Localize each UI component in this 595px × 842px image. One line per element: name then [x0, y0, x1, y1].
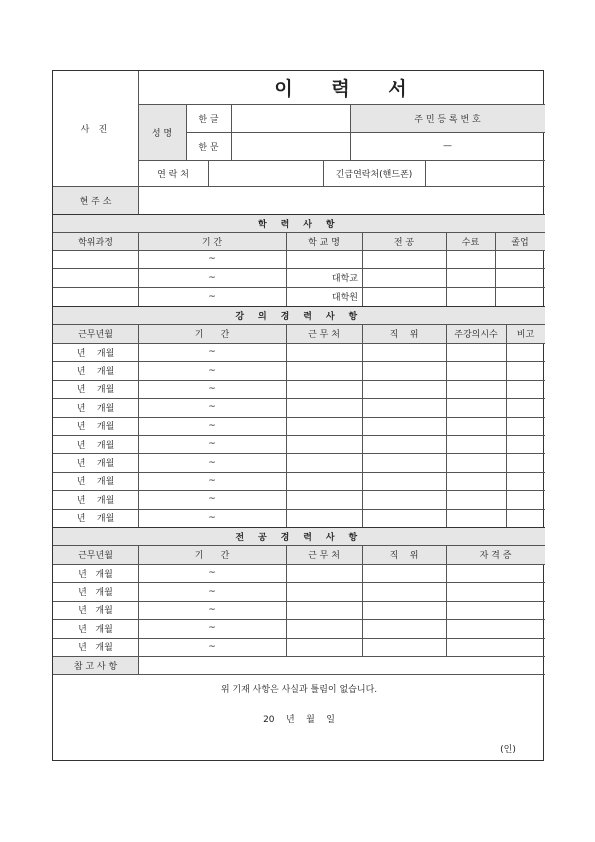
lecture-row-period[interactable]: ~: [208, 402, 216, 413]
lecture-section-title: 강 의 경 력 사 항: [235, 311, 363, 322]
education-section-title: 학 력 사 항: [258, 219, 340, 230]
address-label: 현 주 소: [79, 196, 112, 207]
address-field[interactable]: [138, 186, 545, 214]
edu-row-school[interactable]: 대학원: [331, 293, 358, 303]
major-row-period[interactable]: ~: [208, 568, 216, 579]
lecture-row-months[interactable]: 년 개월: [76, 495, 115, 506]
maj-header-period: 기 간: [194, 551, 230, 561]
lec-header-period: 기 간: [194, 330, 230, 340]
lec-header-remarks: 비고: [516, 330, 535, 340]
lecture-row-period[interactable]: ~: [208, 512, 216, 523]
major-row-period[interactable]: ~: [208, 641, 216, 652]
page-title: 이 력 서: [274, 78, 409, 100]
lecture-row-months[interactable]: 년 개월: [76, 440, 115, 451]
lec-header-months: 근무년월: [78, 330, 113, 340]
hanja-name-field[interactable]: [231, 132, 350, 160]
reference-field[interactable]: [138, 656, 545, 674]
edu-row-period[interactable]: ~: [208, 272, 216, 283]
date-line[interactable]: 20 년 월 일: [263, 714, 335, 725]
lecture-row-period[interactable]: ~: [208, 457, 216, 468]
maj-header-months: 근무년월: [78, 551, 113, 561]
edu-row-school[interactable]: 대학교: [331, 274, 358, 284]
lecture-row-months[interactable]: 년 개월: [76, 477, 115, 488]
major-row-months[interactable]: 년 개월: [78, 624, 113, 635]
photo-box[interactable]: 사 진: [80, 125, 111, 135]
lec-header-position: 직 위: [389, 330, 419, 340]
lecture-row-period[interactable]: ~: [208, 475, 216, 486]
name-label: 성 명: [151, 128, 173, 139]
contact-label: 연 락 처: [157, 169, 189, 180]
contact-field[interactable]: [208, 160, 323, 186]
lec-header-workplace: 근 무 처: [308, 330, 340, 340]
lecture-row-period[interactable]: ~: [208, 347, 216, 358]
edu-row-period[interactable]: ~: [208, 291, 216, 302]
major-row-months[interactable]: 년 개월: [78, 569, 113, 580]
emergency-contact-label: 긴급연락처(핸드폰): [335, 169, 413, 180]
hangul-label: 한 글: [198, 114, 219, 125]
lecture-row-period[interactable]: ~: [208, 365, 216, 376]
maj-header-workplace: 근 무 처: [308, 551, 340, 561]
lecture-row-months[interactable]: 년 개월: [76, 367, 115, 378]
major-row-months[interactable]: 년 개월: [78, 588, 113, 599]
edu-header-period: 기 간: [201, 237, 223, 248]
lecture-row-months[interactable]: 년 개월: [76, 403, 115, 414]
edu-header-completion: 수료: [461, 237, 480, 248]
maj-header-license: 자 격 증: [479, 551, 512, 561]
resident-no-field[interactable]: —: [443, 141, 452, 151]
edu-header-graduation: 졸업: [511, 237, 529, 248]
declaration-text: 위 기재 사항은 사실과 틀림이 없습니다.: [220, 684, 378, 695]
major-row-months[interactable]: 년 개월: [78, 643, 113, 654]
lec-header-hours: 주강의시수: [454, 330, 498, 340]
edu-row-school[interactable]: [286, 250, 362, 268]
major-row-period[interactable]: ~: [208, 623, 216, 634]
edu-row-period[interactable]: ~: [208, 254, 216, 264]
seal-mark: (인): [500, 744, 516, 755]
resume-form: [52, 70, 544, 761]
edu-header-degree: 학위과정: [78, 237, 113, 248]
edu-header-school: 학 교 명: [308, 237, 340, 248]
hanja-label: 한 문: [198, 142, 219, 153]
lecture-row-period[interactable]: ~: [208, 420, 216, 431]
emergency-contact-field[interactable]: [425, 160, 545, 186]
major-row-period[interactable]: ~: [208, 586, 216, 597]
lecture-row-months[interactable]: 년 개월: [76, 385, 115, 396]
lecture-row-period[interactable]: ~: [208, 383, 216, 394]
maj-header-position: 직 위: [389, 551, 419, 561]
resident-no-label: 주 민 등 록 번 호: [414, 114, 481, 125]
major-row-months[interactable]: 년 개월: [78, 606, 113, 617]
edu-header-major: 전 공: [393, 237, 415, 248]
major-section-title: 전 공 경 력 사 항: [235, 532, 363, 543]
reference-label: 참 고 사 항: [73, 661, 118, 672]
lecture-row-months[interactable]: 년 개월: [76, 514, 115, 525]
lecture-row-months[interactable]: 년 개월: [76, 459, 115, 470]
lecture-row-months[interactable]: 년 개월: [76, 422, 115, 433]
lecture-row-period[interactable]: ~: [208, 439, 216, 450]
hangul-name-field[interactable]: [231, 104, 350, 132]
lecture-row-period[interactable]: ~: [208, 494, 216, 505]
lecture-row-months[interactable]: 년 개월: [76, 348, 115, 359]
major-row-period[interactable]: ~: [208, 604, 216, 615]
